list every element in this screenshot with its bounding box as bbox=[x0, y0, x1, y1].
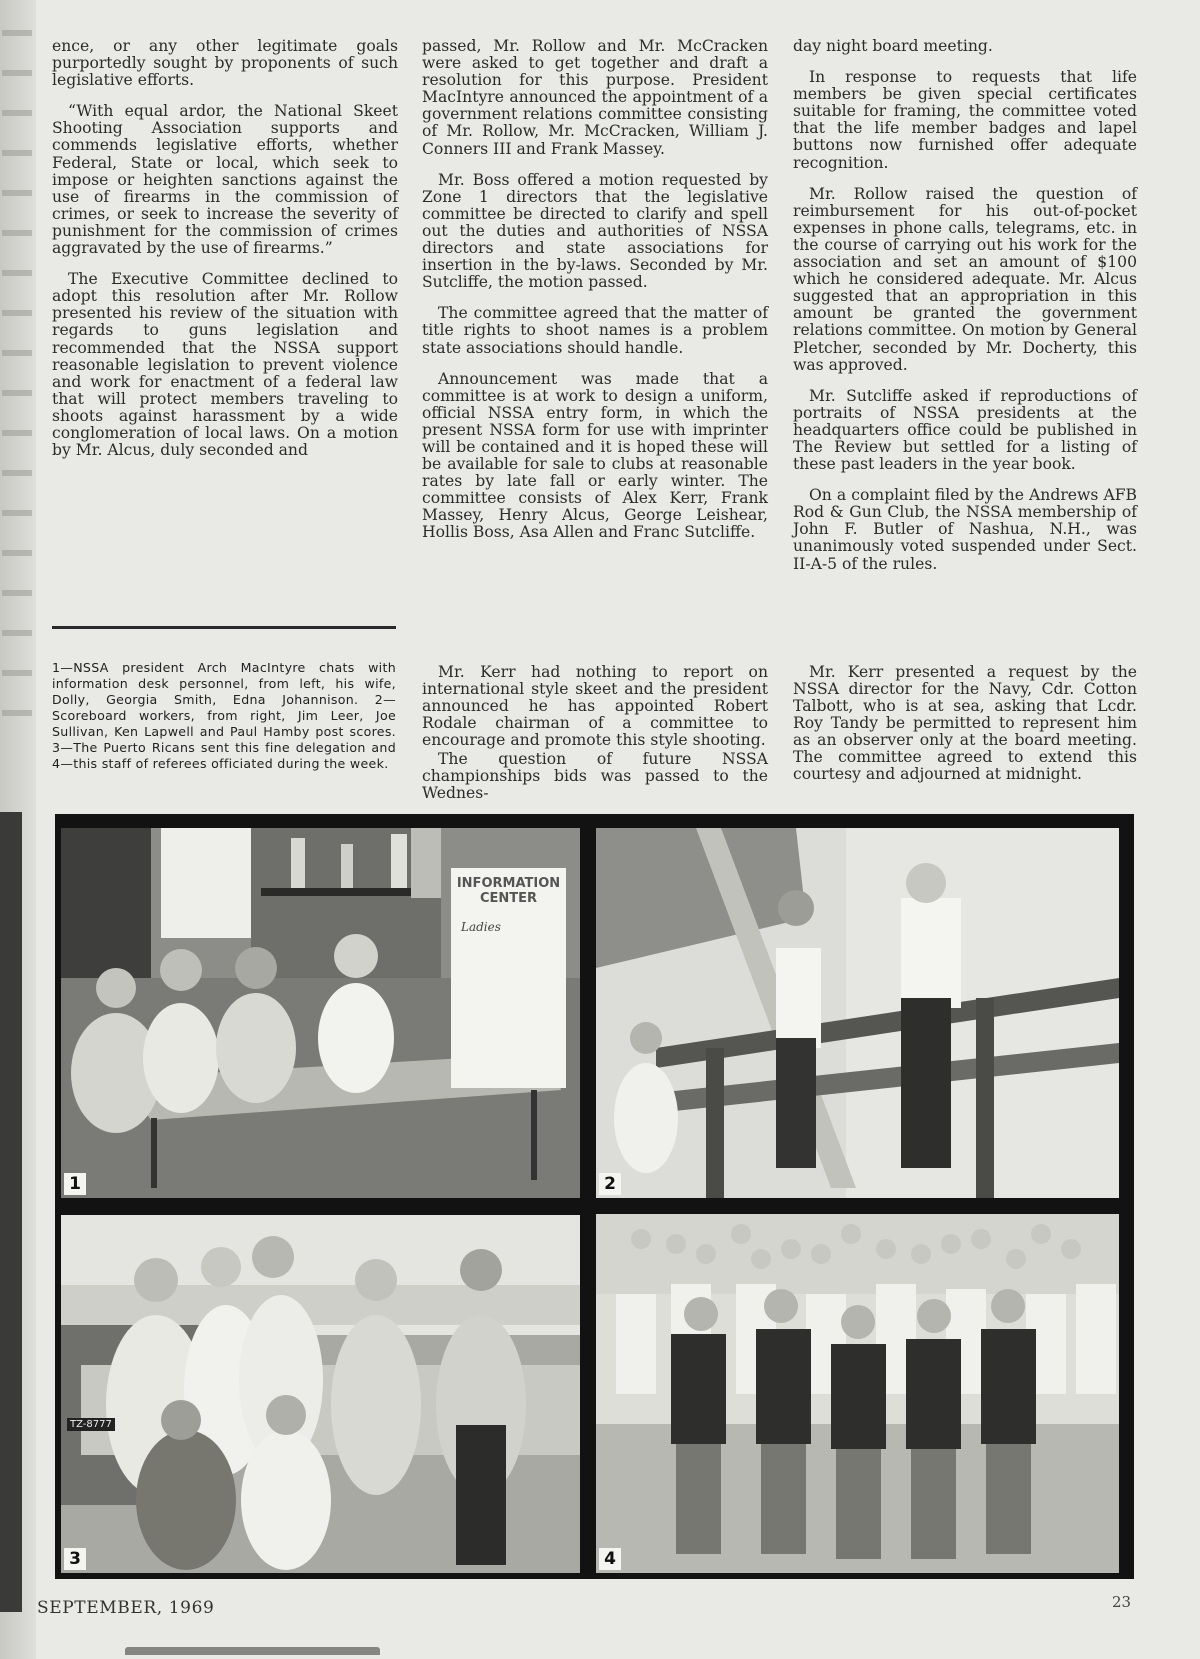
article-column-2-bottom bbox=[422, 664, 768, 804]
photo-number: 4 bbox=[599, 1548, 621, 1570]
issue-date: SEPTEMBER, 1969 bbox=[37, 1598, 215, 1618]
sign-text: Ladies bbox=[461, 920, 501, 934]
photo-number: 3 bbox=[64, 1548, 86, 1570]
photo-number: 1 bbox=[64, 1173, 86, 1195]
paragraph: The question of future NSSA championships bids was passed to the Wednes- bbox=[422, 750, 768, 802]
paragraph: On a complaint filed by the Andrews AFB Rod & Gun Club, the NSSA membership of John F. Butler of Nashua, N.H., was unanimously voted suspended under Sect. II-A-5 of the rules. bbox=[793, 486, 1137, 573]
information-center-sign: INFORMATION CENTER bbox=[456, 876, 561, 906]
paragraph: day night board meeting. bbox=[793, 37, 993, 55]
paragraph: ence, or any other legitimate goals purportedly sought by proponents of such legislative efforts. bbox=[52, 37, 398, 90]
paragraph: passed, Mr. Rollow and Mr. McCracken were asked to get together and draft a resolution for this purpose. President MacIntyre announced the appointment of a government relations committee consisting of Mr. Rollow, Mr. McCracken, William J. Conners III and Frank Massey. bbox=[422, 37, 768, 158]
photo-number: 2 bbox=[599, 1173, 621, 1195]
article-column-3-bottom bbox=[793, 664, 1137, 785]
paragraph: In response to requests that life members be given special certificates suitable for framing, the committee voted that the life member badges and lapel buttons now furnished offer adequate recognition. bbox=[793, 68, 1137, 172]
paragraph: Mr. Sutcliffe asked if reproductions of portraits of NSSA presidents at the headquarters office could be published in The Review but settled for a listing of these past leaders in the year book. bbox=[793, 386, 1137, 474]
paragraph: Mr. Rollow raised the question of reimbursement for his out-of-pocket expenses in phone calls, telegrams, etc. in the course of carrying out his work for the association and set an amount of $100 which he considered adequate. Mr. Alcus suggested that an appropriation in this amount be granted the government relations committee. On motion by General Pletcher, seconded by Mr. Docherty, this was approved. bbox=[793, 184, 1137, 374]
photo-information-desk bbox=[61, 828, 580, 1198]
paragraph: Announcement was made that a committee is at work to design a uniform, official NSSA entry form, in which the present NSSA form for use with imprinter will be contained and it is hoped these will be available for sale to clubs at reasonable rates by late fall or early winter. The committee consists of Alex Kerr, Frank Massey, Henry Alcus, George Leishear, Hollis Boss, Asa Allen and Franc Sutcliffe. bbox=[422, 369, 768, 542]
license-plate: TZ-8777 bbox=[67, 1418, 115, 1431]
photo-caption: 1—NSSA president Arch MacIntyre chats with information desk personnel, from left, his wife, Dolly, Georgia Smith, Edna Johannison. 2—Scoreboard workers, from right, Jim Leer, Joe Sullivan, Ken Lapwell and Paul Hamby post scores. 3—The Puerto Ricans sent this fine delegation and 4—this staff of referees officiated during the week. bbox=[52, 660, 396, 771]
caption-divider bbox=[52, 626, 396, 629]
photo-puerto-rico-delegation bbox=[61, 1215, 580, 1573]
adjacent-page-edge bbox=[0, 0, 36, 1659]
photo-referee-staff bbox=[596, 1214, 1119, 1573]
article-column-2 bbox=[422, 38, 768, 556]
paragraph: Mr. Kerr presented a request by the NSSA director for the Navy, Cdr. Cotton Talbott, who is at sea, asking that Lcdr. Roy Tandy be permitted to represent him as an observer only at the board meeting. The committee agreed to extend this courtesy and adjourned at midnight. bbox=[793, 663, 1137, 783]
page-number: 23 bbox=[1112, 1593, 1132, 1611]
paragraph: Mr. Kerr had nothing to report on international style skeet and the president announced he has appointed Robert Rodale chairman of a committee to encourage and promote this style shooting. bbox=[422, 663, 768, 749]
page-tab-decoration bbox=[125, 1647, 380, 1655]
article-column-3 bbox=[793, 38, 1137, 587]
paragraph: “With equal ardor, the National Skeet Shooting Association supports and commends legislative efforts, whether Federal, State or local, which seek to impose or heighten sanctions against the use of firearms in the commission of crimes, or seek to increase the severity of punishment for the commission of crimes aggravated by the use of firearms.” bbox=[52, 102, 398, 258]
paragraph: Mr. Boss offered a motion requested by Zone 1 directors that the legislative committee be directed to clarify and spell out the duties and authorities of NSSA directors and state associations for insertion in the by-laws. Seconded by Mr. Sutcliffe, the motion passed. bbox=[422, 170, 768, 292]
article-column-1 bbox=[52, 38, 398, 473]
paragraph: The Executive Committee declined to adopt this resolution after Mr. Rollow presented his review of the situation with regards to guns legislation and recommended that the NSSA support reasonable legislation to prevent violence and work for enactment of a federal law that will protect members traveling to shoots against harassment by a wide conglomeration of local laws. On a motion by Mr. Alcus, duly seconded and bbox=[52, 270, 398, 460]
paragraph: The committee agreed that the matter of title rights to shoot names is a problem state associations should handle. bbox=[422, 304, 768, 357]
photo-grid bbox=[55, 814, 1134, 1579]
photo-scoreboard-workers bbox=[596, 828, 1119, 1198]
